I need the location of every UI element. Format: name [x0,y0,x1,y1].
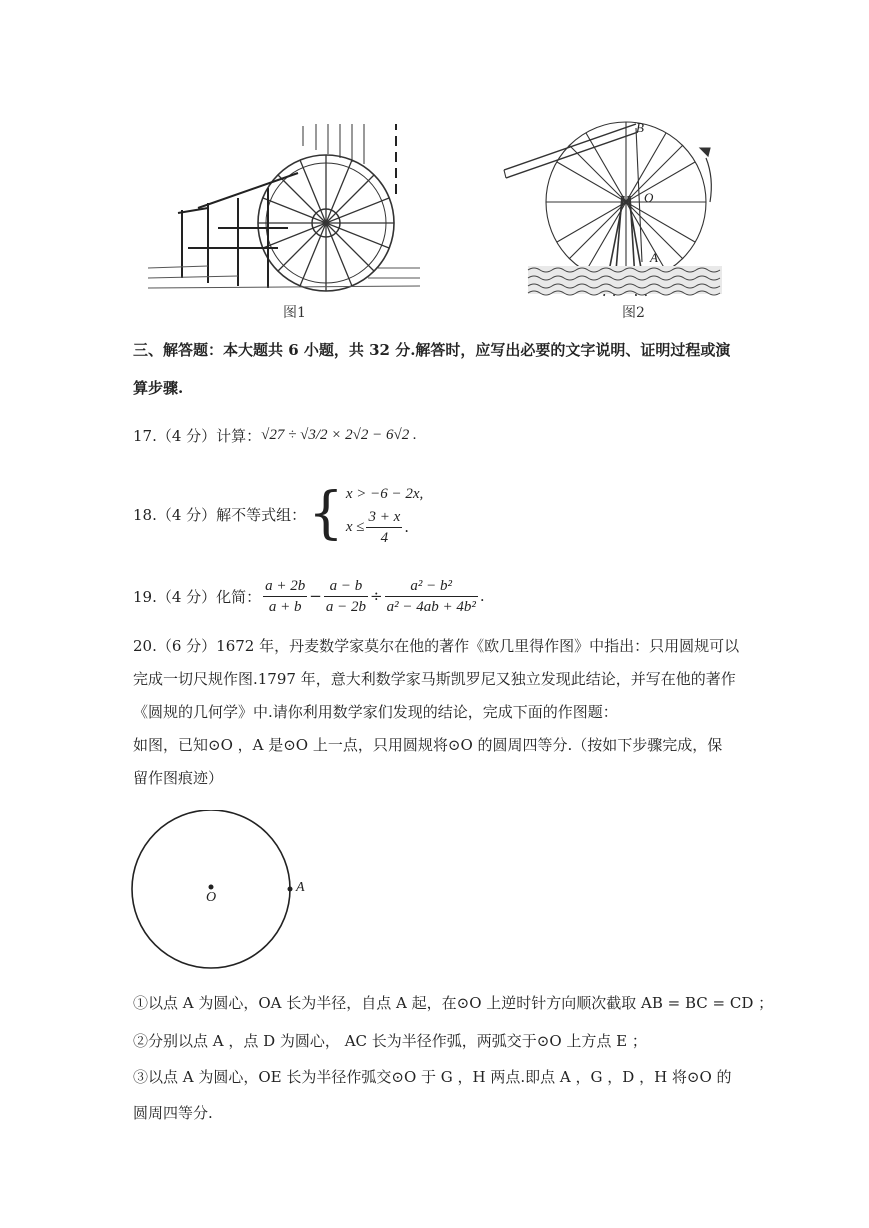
q18-frac-num: 3 + x [366,507,402,528]
circle-label-A: A [296,880,305,895]
q18-line1: x > −6 − 2x, [345,485,424,502]
section-heading: 三、解答题：本大题共 6 小题，共 32 分.解答时，应写出必要的文字说明、证明过程或演 [133,341,731,359]
figure-2-caption: 图2 [622,305,645,321]
water-wheel-drawing [148,118,420,298]
q19-f1-den: a + b [268,598,302,615]
question-19: 19.（4 分）化简： $\frac{a + 2b}{a + b}$ − $\frac{a - b}{a - 2b}$ ÷ $\frac{\text{a² − b²}}{\text{a² − 4ab + 4b²}}$ . [133,577,485,615]
label-A: A [650,250,658,265]
q18-frac-den: 4 [380,529,389,546]
q17-prefix: 17.（4 分）计算： [133,426,262,445]
water-wheel-diagram [496,118,722,300]
q20-line-1: 20.（6 分）1672 年，丹麦数学家莫尔在他的著作《欧几里得作图》中指出：只用圆规可以 [133,637,740,655]
q18-end: . [404,518,410,536]
q20-line-2: 完成一切尺规作图.1797 年，意大利数学家马斯凯罗尼又独立发现此结论，并写在他的著作 [133,670,736,688]
label-O: O [644,190,654,205]
q20-step-3-cont: 圆周四等分. [133,1104,213,1122]
q20-step-3: ③以点 A 为圆心，OE 长为半径作弧交⊙O 于 G ，H 两点.即点 A ，G ，D ，H 将⊙O 的 [133,1068,732,1086]
q20-step-2: ②分别以点 A ，点 D 为圆心， AC 长为半径作弧，两弧交于⊙O 上方点 E ； [133,1032,647,1050]
q20-step-1: ①以点 A 为圆心，OA 长为半径，自点 A 起，在⊙O 上逆时针方向顺次截取 AB = BC = CD ； [133,994,774,1012]
question-18 [133,474,423,554]
figure-1-caption: 图1 [283,305,306,321]
label-B: B [636,120,644,135]
circle-label-O: O [206,890,217,905]
figure-1 [148,118,420,298]
q19-end: . [479,587,485,605]
q20-line-3: 《圆规的几何学》中.请你利用数学家们发现的结论，完成下面的作图题： [133,703,618,721]
q19-prefix: 19.（4 分）化简： [133,587,262,606]
q19-f1-num: a + 2b [263,576,307,597]
q20-line-4: 如图，已知⊙O ，A 是⊙O 上一点，只用圆规将⊙O 的圆周四等分.（按如下步骤完成，保 [133,736,723,754]
section-heading-cont: 算步骤. [133,379,184,397]
q20-line-5: 留作图痕迹） [133,769,224,787]
figure-2 [496,118,722,300]
q19-f3-den: a² − 4ab + 4b² [386,598,476,615]
question-17 [133,412,417,458]
q18-line2-left: x ≤ [345,518,365,535]
q20-circle-figure [128,810,318,972]
q18-prefix: 18.（4 分）解不等式组： [133,505,307,524]
q18-brace: { [308,481,344,546]
circle-o-diagram [128,810,318,972]
q19-f3-num: a² − b² [385,576,478,597]
q19-f2-den: a − 2b [325,598,366,615]
q19-f2-num: a − b [324,576,368,597]
q17-expression: √27 ÷ √3/2 × 2√2 − 6√2 . [261,426,417,443]
